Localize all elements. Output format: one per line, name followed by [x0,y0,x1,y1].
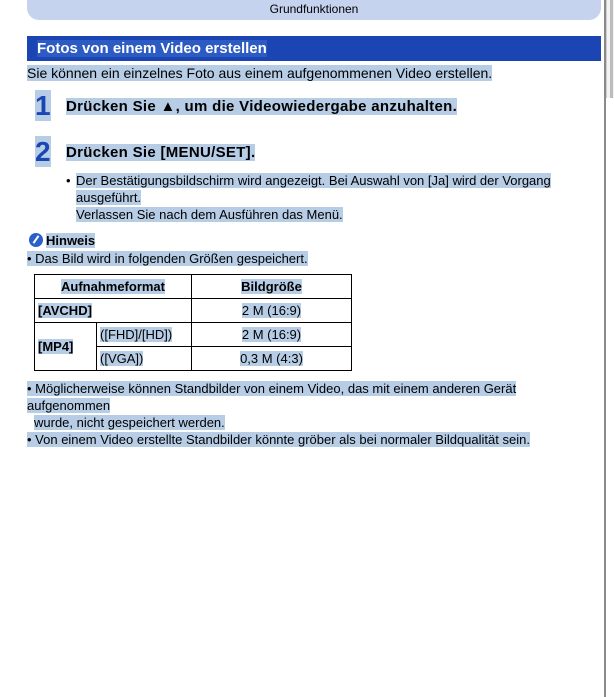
section-title: Fotos von einem Video erstellen [37,40,267,57]
step-2-number: 2 [35,136,51,167]
section-title-bar [27,36,601,61]
hint-text: • Das Bild wird in folgenden Größen gespeichert. [27,251,308,266]
table-cell-size: 2 M (16:9) [192,323,352,347]
step-2-detail [66,172,566,223]
scrollbar[interactable] [606,0,614,98]
step-2-text: Drücken Sie [MENU/SET]. [66,144,256,161]
chapter-title: Grundfunktionen [269,2,359,16]
table-cell-subformat: ([FHD]/[HD]) [97,323,192,347]
table-cell-format: [MP4] [35,323,97,371]
section-intro [27,64,492,82]
table-cell-subformat: ([VGA]) [97,347,192,371]
note-line: • Von einem Video erstellte Standbilder könnte gröber als bei normaler Bildqualität sein. [27,432,530,447]
detail-line-2: ausgeführt. [76,190,142,205]
header-image-size: Bildgröße [192,275,352,299]
hint-heading [29,232,95,249]
hint-title: Hinweis [46,233,96,248]
table-cell-format: [AVCHD] [35,299,192,323]
chapter-header [27,0,601,20]
scrollbar-thumb[interactable] [610,0,613,98]
note-line: wurde, nicht gespeichert werden. [34,415,225,430]
table-cell-size: 2 M (16:9) [192,299,352,323]
table-row [35,323,352,347]
pencil-icon [29,233,43,247]
step-1-text: Drücken Sie ▲, um die Videowiedergabe anzuhalten. [66,98,458,115]
header-recording-format: Aufnahmeformat [35,275,192,299]
notes-list [27,380,602,448]
detail-line-1: Der Bestätigungsbildschirm wird angezeigt. Bei Auswahl von [Ja] wird der Vorgang [76,173,551,188]
bullet: • [66,173,71,188]
intro-text: Sie können ein einzelnes Foto aus einem aufgenommenen Video erstellen. [27,65,493,81]
step-1-number: 1 [35,90,51,121]
table-row [35,299,352,323]
table-cell-size: 0,3 M (4:3) [192,347,352,371]
note-line: • Möglicherweise können Standbilder von einem Video, das mit einem anderen Gerät aufgenommen [27,381,517,413]
table-header-row [35,275,352,299]
image-size-table [34,274,352,371]
detail-line-3: Verlassen Sie nach dem Ausführen das Menü. [76,207,343,222]
